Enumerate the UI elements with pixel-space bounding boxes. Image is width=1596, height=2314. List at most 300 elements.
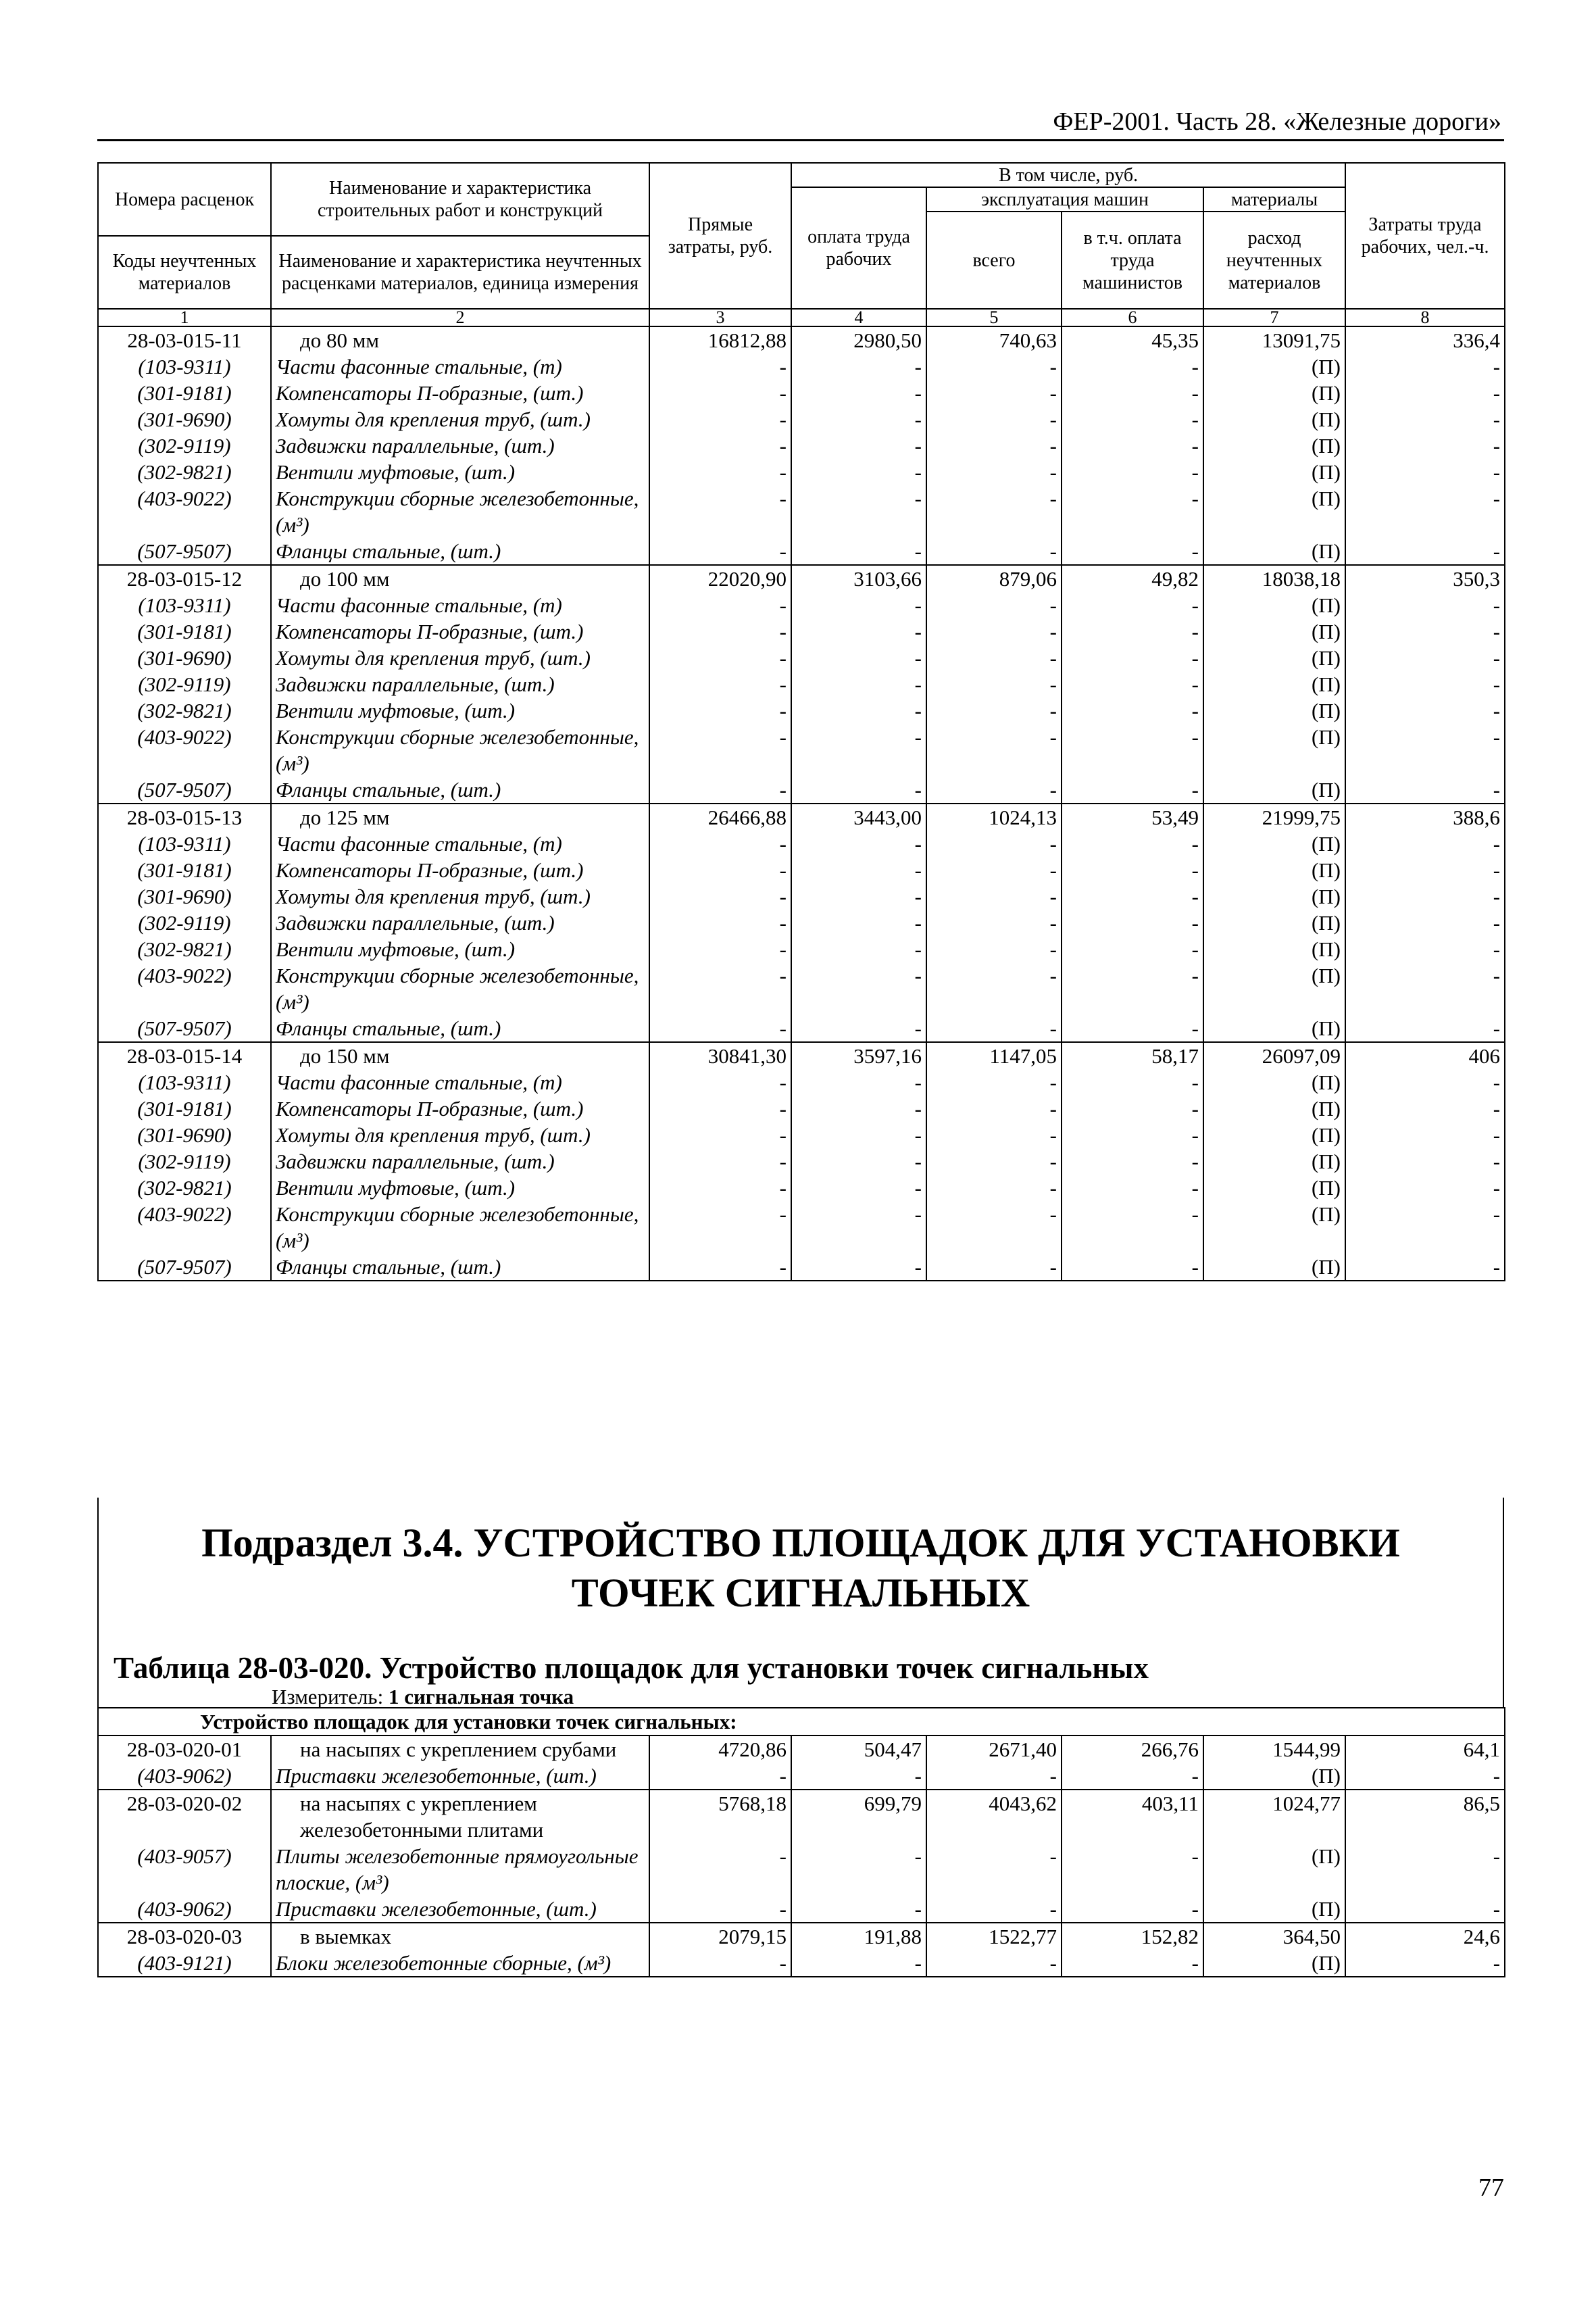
value-c5: - [926,936,1062,962]
value-c3: - [649,353,791,380]
value-c5: - [926,433,1062,459]
value-c7: (П) [1203,459,1345,485]
value-c3: - [649,1896,791,1923]
material-code: (302-9119) [98,433,271,459]
value-c6: - [1062,592,1203,618]
material-row [98,777,1505,804]
value-c4: 3103,66 [791,565,926,592]
material-name: Компенсаторы П-образные, (шт.) [271,380,649,406]
value-c8: - [1345,406,1505,433]
value-c6: - [1062,1950,1203,1977]
value-c3: - [649,671,791,697]
material-code: (507-9507) [98,1254,271,1281]
unit-line [272,1685,574,1708]
value-c7: 26097,09 [1203,1042,1345,1069]
material-row [98,1896,1505,1923]
subsection-block [97,1498,1504,1707]
material-name: Фланцы стальные, (шт.) [271,1015,649,1042]
material-name: Хомуты для крепления труб, (шт.) [271,883,649,910]
rate-code: 28-03-015-13 [98,804,271,831]
value-c7: (П) [1203,1763,1345,1790]
value-c8: - [1345,592,1505,618]
material-code: (507-9507) [98,1015,271,1042]
value-c6: - [1062,1122,1203,1148]
value-c8: - [1345,1122,1505,1148]
material-name: Задвижки параллельные, (шт.) [271,433,649,459]
value-c8: - [1345,1175,1505,1201]
header-rule [97,139,1504,141]
value-c6: - [1062,433,1203,459]
rate-row [98,804,1505,831]
value-c6: - [1062,831,1203,857]
value-c8: - [1345,1148,1505,1175]
value-c6: - [1062,1896,1203,1923]
value-c7: (П) [1203,1201,1345,1254]
material-name: Фланцы стальные, (шт.) [271,538,649,565]
value-c8: - [1345,724,1505,777]
header-labor-pay: оплата труда рабочих [791,187,926,309]
value-c6: - [1062,1763,1203,1790]
material-name: Конструкции сборные железобетонные, (м³) [271,485,649,538]
value-c6: - [1062,962,1203,1015]
value-c5: - [926,1896,1062,1923]
material-row [98,433,1505,459]
value-c5: - [926,1015,1062,1042]
material-row [98,724,1505,777]
value-c4: - [791,962,926,1015]
material-code: (103-9311) [98,1069,271,1096]
material-row [98,592,1505,618]
material-name: Конструкции сборные железобетонные, (м³) [271,724,649,777]
column-number: 8 [1345,309,1505,326]
value-c5: 1024,13 [926,804,1062,831]
rate-code: 28-03-015-14 [98,1042,271,1069]
material-code: (302-9821) [98,1175,271,1201]
rate-code: 28-03-015-11 [98,326,271,353]
column-number: 4 [791,309,926,326]
material-name: Компенсаторы П-образные, (шт.) [271,1096,649,1122]
table-28-03-020 [97,1707,1505,1977]
material-code: (301-9690) [98,883,271,910]
value-c7: (П) [1203,592,1345,618]
value-c4: - [791,1950,926,1977]
value-c3: - [649,459,791,485]
table-title: Таблица 28-03-020. Устройство площадок для установки точек сигнальных [114,1651,1149,1685]
unit-value: 1 сигнальная точка [388,1685,574,1708]
value-c6: - [1062,1069,1203,1096]
material-row [98,353,1505,380]
value-c3: 26466,88 [649,804,791,831]
value-c7: (П) [1203,910,1345,936]
material-code: (301-9690) [98,645,271,671]
value-c6: - [1062,910,1203,936]
value-c8: - [1345,962,1505,1015]
value-c8: - [1345,1763,1505,1790]
material-code: (302-9119) [98,1148,271,1175]
value-c5: - [926,592,1062,618]
rate-code: 28-03-020-01 [98,1736,271,1763]
value-c5: - [926,671,1062,697]
value-c4: - [791,1201,926,1254]
value-c8: - [1345,936,1505,962]
value-c4: - [791,1896,926,1923]
material-code: (403-9022) [98,724,271,777]
material-name: Вентили муфтовые, (шт.) [271,936,649,962]
value-c4: - [791,1069,926,1096]
value-c3: 2079,15 [649,1923,791,1950]
value-c5: - [926,1763,1062,1790]
value-c3: - [649,1763,791,1790]
material-row [98,485,1505,538]
value-c8: - [1345,353,1505,380]
value-c8: 24,6 [1345,1923,1505,1950]
value-c3: - [649,645,791,671]
value-c8: - [1345,618,1505,645]
value-c3: - [649,1254,791,1281]
value-c4: - [791,936,926,962]
work-name: до 125 мм [271,804,649,831]
table-header [98,163,1505,326]
value-c7: (П) [1203,697,1345,724]
value-c3: - [649,962,791,1015]
value-c6: - [1062,883,1203,910]
value-c4: - [791,592,926,618]
value-c6: - [1062,380,1203,406]
value-c5: - [926,697,1062,724]
value-c6: 266,76 [1062,1736,1203,1763]
material-name: Хомуты для крепления труб, (шт.) [271,645,649,671]
value-c5: 1147,05 [926,1042,1062,1069]
rate-row [98,1923,1505,1950]
header-direct-costs: Прямые затраты, руб. [649,163,791,309]
column-numbers-row [98,309,1505,326]
value-c5: - [926,1201,1062,1254]
value-c3: 22020,90 [649,565,791,592]
value-c5: 2671,40 [926,1736,1062,1763]
material-name: Хомуты для крепления труб, (шт.) [271,1122,649,1148]
material-name: Части фасонные стальные, (т) [271,592,649,618]
value-c7: 1024,77 [1203,1790,1345,1843]
value-c6: - [1062,485,1203,538]
value-c6: - [1062,1201,1203,1254]
column-number: 1 [98,309,271,326]
value-c7: 13091,75 [1203,326,1345,353]
material-code: (103-9311) [98,831,271,857]
value-c7: 364,50 [1203,1923,1345,1950]
material-row [98,380,1505,406]
value-c6: 58,17 [1062,1042,1203,1069]
value-c8: - [1345,1069,1505,1096]
material-code: (302-9821) [98,936,271,962]
value-c3: - [649,883,791,910]
value-c3: - [649,1015,791,1042]
value-c4: - [791,671,926,697]
value-c6: 152,82 [1062,1923,1203,1950]
value-c4: 2980,50 [791,326,926,353]
value-c7: (П) [1203,645,1345,671]
value-c7: 1544,99 [1203,1736,1345,1763]
material-row [98,1201,1505,1254]
value-c6: - [1062,1015,1203,1042]
value-c8: - [1345,1843,1505,1896]
column-number: 6 [1062,309,1203,326]
header-work-name: Наименование и характеристика строительных работ и конструкций [271,163,649,236]
value-c4: - [791,1843,926,1896]
header-materials: материалы [1203,187,1345,212]
value-c5: - [926,1843,1062,1896]
value-c5: - [926,777,1062,804]
material-row [98,538,1505,565]
rate-code: 28-03-015-12 [98,565,271,592]
work-name: на насыпях с укреплением срубами [271,1736,649,1763]
value-c3: - [649,1201,791,1254]
material-name: Хомуты для крепления труб, (шт.) [271,406,649,433]
header-materials-use: расход неучтенных материалов [1203,212,1345,309]
material-code: (103-9311) [98,353,271,380]
column-number: 3 [649,309,791,326]
value-c7: 21999,75 [1203,804,1345,831]
value-c8: 86,5 [1345,1790,1505,1843]
material-code: (403-9062) [98,1896,271,1923]
header-rate-numbers: Номера расценок [98,163,271,236]
value-c6: - [1062,406,1203,433]
material-row [98,910,1505,936]
material-row [98,1950,1505,1977]
value-c4: - [791,1175,926,1201]
value-c3: - [649,380,791,406]
value-c7: (П) [1203,883,1345,910]
material-code: (507-9507) [98,777,271,804]
value-c4: - [791,697,926,724]
value-c3: - [649,406,791,433]
material-code: (301-9181) [98,857,271,883]
value-c4: - [791,538,926,565]
value-c3: - [649,485,791,538]
material-name: Компенсаторы П-образные, (шт.) [271,618,649,645]
material-row [98,1843,1505,1896]
material-code: (403-9121) [98,1950,271,1977]
value-c7: (П) [1203,1175,1345,1201]
material-row [98,962,1505,1015]
material-code: (403-9022) [98,962,271,1015]
value-c8: - [1345,910,1505,936]
value-c4: 699,79 [791,1790,926,1843]
value-c3: - [649,1096,791,1122]
value-c5: - [926,910,1062,936]
value-c5: - [926,645,1062,671]
material-name: Блоки железобетонные сборные, (м³) [271,1950,649,1977]
value-c6: 403,11 [1062,1790,1203,1843]
rate-row [98,326,1505,353]
rates-table [97,162,1505,1281]
value-c6: 45,35 [1062,326,1203,353]
value-c4: - [791,353,926,380]
value-c8: - [1345,1254,1505,1281]
material-row [98,1015,1505,1042]
value-c3: 16812,88 [649,326,791,353]
material-row [98,671,1505,697]
value-c7: (П) [1203,538,1345,565]
value-c5: - [926,1148,1062,1175]
material-row [98,1096,1505,1122]
material-name: Компенсаторы П-образные, (шт.) [271,857,649,883]
value-c5: 879,06 [926,565,1062,592]
header-machines: эксплуатация машин [926,187,1203,212]
value-c5: - [926,831,1062,857]
value-c4: - [791,831,926,857]
value-c8: 64,1 [1345,1736,1505,1763]
value-c7: (П) [1203,353,1345,380]
value-c6: - [1062,1843,1203,1896]
value-c8: - [1345,485,1505,538]
value-c5: - [926,857,1062,883]
value-c6: - [1062,857,1203,883]
material-name: Конструкции сборные железобетонные, (м³) [271,962,649,1015]
value-c6: 53,49 [1062,804,1203,831]
material-name: Фланцы стальные, (шт.) [271,777,649,804]
value-c4: - [791,777,926,804]
value-c4: 3597,16 [791,1042,926,1069]
material-row [98,1069,1505,1096]
header-machinists-pay: в т.ч. оплата труда машинистов [1062,212,1203,309]
value-c7: (П) [1203,485,1345,538]
value-c7: (П) [1203,1254,1345,1281]
value-c7: (П) [1203,671,1345,697]
value-c5: - [926,962,1062,1015]
material-code: (403-9057) [98,1843,271,1896]
table-caption: Устройство площадок для установки точек сигнальных: [98,1708,1505,1736]
value-c4: 504,47 [791,1736,926,1763]
rates-table-body [98,326,1505,1281]
page-number: 77 [1478,2173,1504,2202]
value-c3: - [649,1843,791,1896]
value-c6: - [1062,618,1203,645]
material-code: (403-9022) [98,485,271,538]
value-c7: (П) [1203,433,1345,459]
material-row [98,645,1505,671]
header-labor-costs: Затраты труда рабочих, чел.-ч. [1345,163,1505,309]
material-code: (403-9062) [98,1763,271,1790]
material-row [98,459,1505,485]
value-c8: - [1345,831,1505,857]
value-c5: - [926,1069,1062,1096]
value-c3: 4720,86 [649,1736,791,1763]
material-row [98,1254,1505,1281]
value-c7: (П) [1203,1015,1345,1042]
value-c4: - [791,1254,926,1281]
value-c5: - [926,724,1062,777]
value-c4: - [791,1763,926,1790]
value-c5: - [926,1122,1062,1148]
value-c4: - [791,883,926,910]
value-c3: - [649,936,791,962]
material-name: Фланцы стальные, (шт.) [271,1254,649,1281]
running-header: ФЕР-2001. Часть 28. «Железные дороги» [1053,107,1501,136]
value-c6: - [1062,1148,1203,1175]
value-c3: - [649,724,791,777]
value-c3: - [649,592,791,618]
material-name: Части фасонные стальные, (т) [271,1069,649,1096]
value-c3: - [649,1148,791,1175]
subsection-title: Подраздел 3.4. УСТРОЙСТВО ПЛОЩАДОК ДЛЯ УСТАНОВКИ ТОЧЕК СИГНАЛЬНЫХ [201,1521,1400,1615]
value-c5: - [926,1175,1062,1201]
material-row [98,936,1505,962]
material-name: Задвижки параллельные, (шт.) [271,910,649,936]
value-c4: - [791,645,926,671]
value-c3: 30841,30 [649,1042,791,1069]
value-c5: - [926,485,1062,538]
value-c7: (П) [1203,1122,1345,1148]
value-c5: 1522,77 [926,1923,1062,1950]
value-c4: - [791,380,926,406]
value-c8: 350,3 [1345,565,1505,592]
material-code: (301-9181) [98,380,271,406]
value-c5: - [926,459,1062,485]
value-c4: - [791,406,926,433]
value-c8: - [1345,433,1505,459]
value-c6: - [1062,353,1203,380]
value-c3: - [649,857,791,883]
value-c6: - [1062,1096,1203,1122]
material-name: Приставки железобетонные, (шт.) [271,1763,649,1790]
value-c7: (П) [1203,1843,1345,1896]
value-c8: - [1345,671,1505,697]
material-code: (302-9119) [98,671,271,697]
value-c8: - [1345,1950,1505,1977]
material-row [98,857,1505,883]
rate-code: 28-03-020-02 [98,1790,271,1843]
value-c8: 336,4 [1345,326,1505,353]
value-c8: 406 [1345,1042,1505,1069]
value-c8: - [1345,857,1505,883]
material-code: (302-9821) [98,697,271,724]
value-c5: - [926,380,1062,406]
value-c6: - [1062,671,1203,697]
value-c7: (П) [1203,618,1345,645]
value-c8: 388,6 [1345,804,1505,831]
value-c8: - [1345,777,1505,804]
value-c7: (П) [1203,936,1345,962]
value-c7: (П) [1203,1950,1345,1977]
material-name: Задвижки параллельные, (шт.) [271,1148,649,1175]
value-c6: - [1062,459,1203,485]
material-name: Приставки железобетонные, (шт.) [271,1896,649,1923]
value-c8: - [1345,1015,1505,1042]
value-c3: - [649,1950,791,1977]
rate-row [98,1042,1505,1069]
value-c7: (П) [1203,831,1345,857]
material-name: Плиты железобетонные прямоугольные плоские, (м³) [271,1843,649,1896]
value-c3: - [649,538,791,565]
material-name: Задвижки параллельные, (шт.) [271,671,649,697]
material-row [98,1175,1505,1201]
value-c3: - [649,777,791,804]
value-c7: 18038,18 [1203,565,1345,592]
value-c5: - [926,1950,1062,1977]
value-c6: - [1062,724,1203,777]
value-c8: - [1345,538,1505,565]
value-c6: - [1062,777,1203,804]
header-material-name: Наименование и характеристика неучтенных расценками материалов, единица измерения [271,236,649,309]
material-code: (301-9690) [98,406,271,433]
material-row [98,406,1505,433]
value-c7: (П) [1203,1096,1345,1122]
value-c5: - [926,353,1062,380]
value-c6: 49,82 [1062,565,1203,592]
work-name: до 150 мм [271,1042,649,1069]
value-c4: - [791,724,926,777]
column-number: 2 [271,309,649,326]
